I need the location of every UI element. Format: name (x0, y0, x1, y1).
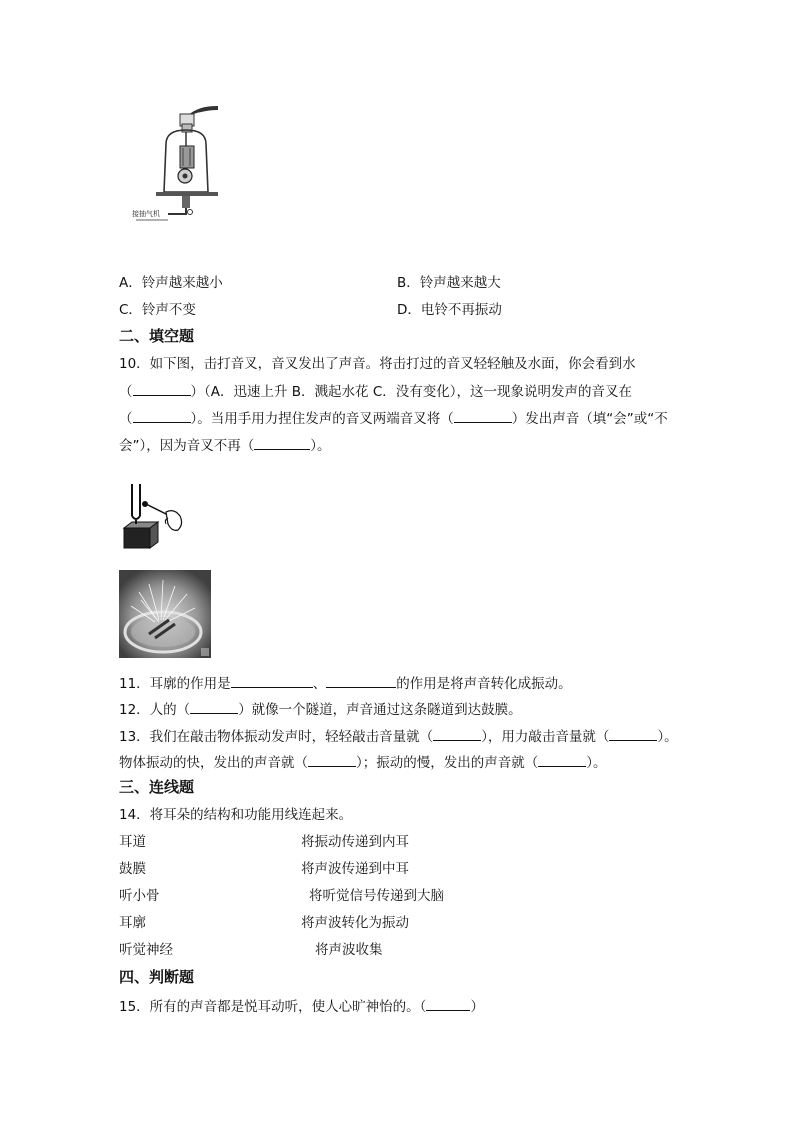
q13-text-1: 13．我们在敲击物体振动发声时，轻轻敲击音量就（ (119, 729, 434, 745)
q11-line (119, 674, 572, 693)
option-a[interactable]: A．铃声越来越小 (119, 275, 223, 291)
match-left-eardrum[interactable]: 鼓膜 (119, 861, 146, 877)
q12-text-end: ）就像一个隧道，声音通过这条隧道到达鼓膜。 (238, 702, 522, 718)
option-c[interactable]: C．铃声不变 (119, 302, 196, 318)
match-right-5[interactable]: 将声波收集 (315, 942, 383, 958)
q11-text: 11．耳廓的作用是 (119, 676, 231, 692)
section-matching-title: 三、连线题 (119, 778, 195, 796)
match-right-3[interactable]: 将听觉信号传递到大脑 (309, 888, 444, 904)
q13-blank-4[interactable] (538, 753, 586, 767)
q10-line-4-text: 会”），因为音叉不再（ (119, 438, 255, 454)
q13-line-2 (119, 753, 607, 772)
q13-line-1 (119, 727, 678, 746)
q13-text-5: ）；振动的慢，发出的声音就（ (356, 755, 539, 771)
bell-jar-figure (128, 100, 226, 230)
q13-text-4: 物体振动的快，发出的声音就（ (119, 755, 308, 771)
q10-line-4 (119, 436, 331, 455)
figure-caption: 接抽气机 (132, 210, 160, 218)
tuning-fork-figure (118, 478, 188, 552)
match-right-4[interactable]: 将声波转化为振动 (301, 915, 409, 931)
section-judgment-title: 四、判断题 (119, 968, 195, 986)
option-d[interactable]: D．电铃不再振动 (397, 302, 502, 318)
q11-blank-1[interactable] (231, 674, 313, 688)
q15-line (119, 997, 484, 1016)
q15-text-end: ） (470, 999, 484, 1015)
q11-sep: 、 (312, 676, 327, 692)
match-left-ear-canal[interactable]: 耳道 (119, 834, 146, 850)
section-fill-in-title: 二、填空题 (119, 327, 195, 345)
q13-blank-3[interactable] (308, 753, 356, 767)
q13-text-2: ），用力敲击音量就（ (481, 729, 610, 745)
q15-text: 15．所有的声音都是悦耳动听，使人心旷神怡的。（ (119, 999, 427, 1015)
q13-blank-2[interactable] (609, 727, 657, 741)
q10-line-2-text: ）（A．迅速上升 B．溅起水花 C．没有变化），这一现象说明发声的音叉在 (190, 384, 633, 400)
q10-line-3-text: ）。当用手用力捏住发声的音叉两端音叉将（ (190, 411, 454, 427)
match-left-auditory-nerve[interactable]: 听觉神经 (119, 942, 173, 958)
q15-blank[interactable] (426, 997, 470, 1011)
q11-blank-2[interactable] (326, 674, 396, 688)
match-right-2[interactable]: 将声波传递到中耳 (301, 861, 409, 877)
q10-line-3-end: ）发出声音（填“会”或“不 (511, 411, 668, 427)
match-left-auricle[interactable]: 耳廓 (119, 915, 146, 931)
q10-blank-3[interactable] (454, 409, 512, 423)
q12-line (119, 700, 522, 719)
q13-text-6: ）。 (586, 755, 607, 771)
q14-prompt: 14．将耳朵的结构和功能用线连起来。 (119, 807, 353, 823)
q13-text-3: ）。 (657, 729, 678, 745)
q10-paren-open-2: （ (119, 411, 133, 427)
q12-blank[interactable] (190, 700, 238, 714)
match-left-ossicles[interactable]: 听小骨 (119, 888, 160, 904)
q10-line-1: 10．如下图，击打音叉，音叉发出了声音。将击打过的音叉轻轻触及水面，你会看到水 (119, 356, 636, 372)
q10-blank-4[interactable] (254, 436, 310, 450)
q10-line-3 (119, 409, 668, 428)
q10-paren-open: （ (119, 384, 133, 400)
q13-blank-1[interactable] (433, 727, 481, 741)
q10-blank-2[interactable] (133, 409, 191, 423)
q10-line-4-end: ）。 (310, 438, 331, 454)
q10-blank-1[interactable] (133, 382, 191, 396)
q12-text: 12．人的（ (119, 702, 191, 718)
option-b[interactable]: B．铃声越来越大 (397, 275, 501, 291)
fork-in-water-photo (119, 570, 211, 658)
match-right-1[interactable]: 将振动传递到内耳 (301, 834, 409, 850)
q11-text-end: 的作用是将声音转化成振动。 (396, 676, 572, 692)
q10-line-2 (119, 382, 632, 401)
